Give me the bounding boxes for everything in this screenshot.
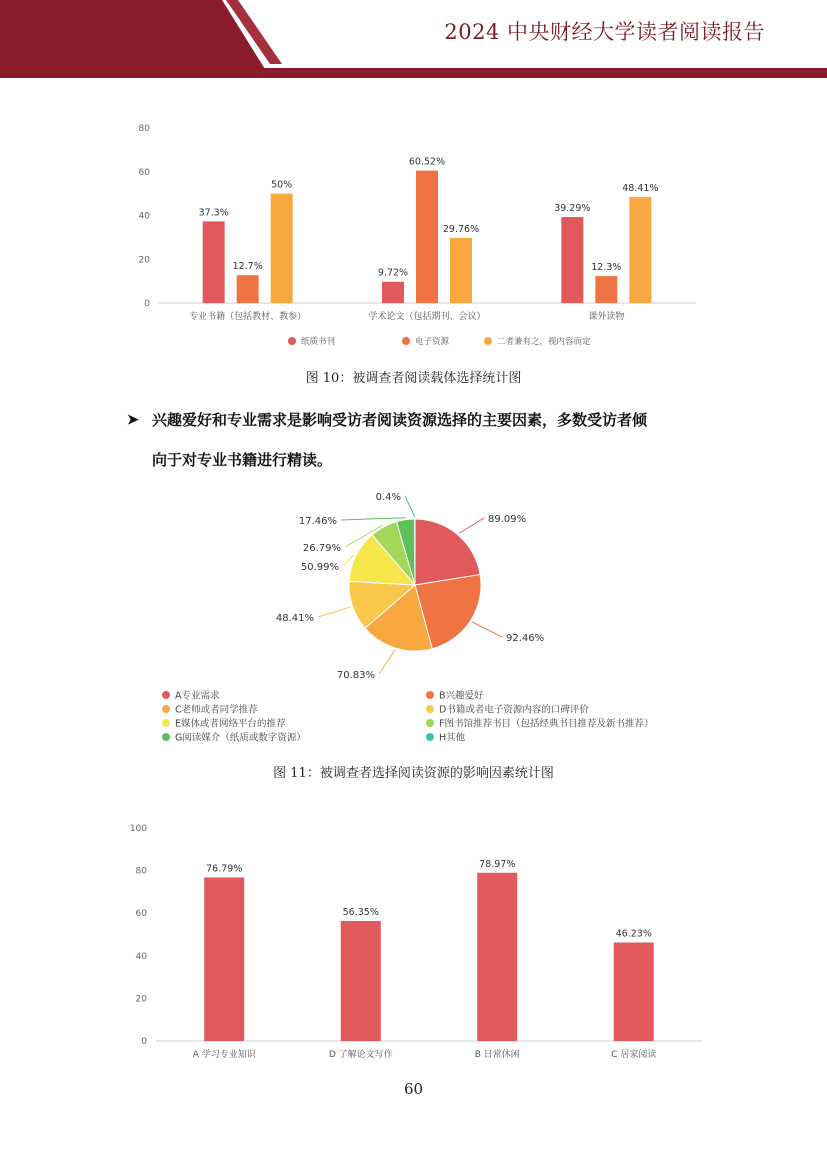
legend-label: C老师或者同学推荐 — [175, 704, 258, 716]
legend-marker — [162, 719, 170, 727]
legend-marker — [426, 719, 434, 727]
legend-marker — [426, 691, 434, 699]
legend-label: 电子资源 — [415, 337, 450, 347]
leader-line — [379, 650, 395, 674]
data-label: 56.35% — [342, 906, 379, 918]
legend-marker — [162, 705, 170, 713]
bar — [203, 221, 225, 303]
legend-label: 二者兼有之，视内容而定 — [497, 337, 591, 347]
y-tick-label: 0 — [141, 1037, 147, 1047]
data-label: 48.41% — [622, 183, 659, 195]
data-label: 9.72% — [377, 267, 409, 279]
page-number: 60 — [403, 1080, 424, 1098]
reading-carrier-bar-chart — [0, 110, 827, 360]
slice-value-label: 0.4% — [375, 492, 401, 503]
key-finding-line-1: 兴趣爱好和专业需求是影响受访者阅读资源选择的主要因素，多数受访者倾 — [152, 411, 648, 429]
influence-factor-pie-chart — [0, 480, 827, 750]
x-tick-label: 学术论文（包括期刊、会议） — [368, 312, 486, 322]
y-tick-label: 60 — [135, 909, 147, 920]
data-label: 76.79% — [206, 863, 243, 875]
bar — [416, 171, 438, 303]
header-banner-block — [0, 0, 268, 74]
data-label: 60.52% — [408, 156, 446, 168]
legend-label: B兴趣爱好 — [439, 690, 484, 702]
x-tick-label: 专业书籍（包括教材、教参） — [189, 312, 307, 322]
bar — [614, 943, 654, 1041]
y-tick-label: 20 — [135, 994, 147, 1005]
legend-label: 纸质书刊 — [301, 337, 336, 347]
bar — [271, 194, 293, 303]
legend-marker — [426, 705, 434, 713]
x-tick-label: D 了解论文写作 — [328, 1050, 393, 1060]
y-tick-label: 80 — [138, 124, 150, 134]
leader-line — [472, 622, 502, 637]
x-tick-label: A 学习专业知识 — [192, 1050, 256, 1060]
y-tick-label: 80 — [135, 866, 147, 877]
leader-line — [318, 607, 351, 617]
legend-marker — [426, 733, 434, 741]
legend-marker — [162, 691, 170, 699]
legend-label: F图书馆推荐书目（包括经典书目推荐及新书推荐） — [439, 718, 654, 730]
data-label: 12.3% — [591, 262, 622, 274]
slice-value-label: 92.46% — [506, 633, 545, 644]
x-tick-label: C 居家阅读 — [611, 1050, 657, 1060]
leader-line — [341, 518, 405, 520]
x-tick-label: B 日常休闲 — [474, 1050, 520, 1060]
figure-10-caption: 图 10：被调查者阅读载体选择统计图 — [305, 371, 522, 386]
data-label: 29.76% — [442, 223, 480, 235]
page-header — [0, 0, 827, 80]
arrow-bullet-icon: ➤ — [127, 412, 139, 428]
bar — [561, 217, 583, 303]
bar — [477, 873, 517, 1041]
bar — [341, 921, 381, 1041]
pie-slice — [415, 519, 480, 585]
slice-value-label: 70.83% — [336, 670, 375, 681]
legend-marker — [288, 337, 296, 345]
legend-label: H其他 — [439, 732, 466, 744]
bar — [595, 276, 617, 303]
y-tick-label: 60 — [138, 167, 150, 178]
bar — [629, 197, 651, 303]
data-label: 37.3% — [198, 207, 229, 219]
report-title: 2024 中央财经大学读者阅读报告 — [444, 20, 765, 44]
bar — [450, 238, 472, 303]
slice-value-label: 48.41% — [275, 613, 314, 624]
legend-label: D书籍或者电子资源内容的口碑评价 — [439, 704, 589, 716]
bar — [204, 877, 244, 1041]
leader-line — [405, 496, 415, 517]
y-tick-label: 0 — [144, 299, 150, 309]
data-label: 12.7% — [232, 261, 263, 273]
data-label: 46.23% — [615, 928, 652, 940]
y-tick-label: 20 — [138, 255, 150, 266]
legend-marker — [402, 337, 410, 345]
data-label: 50% — [271, 179, 293, 191]
slice-value-label: 26.79% — [302, 543, 341, 554]
bar — [382, 282, 404, 303]
header-rule — [0, 68, 827, 78]
legend-label: E媒体或者网络平台的推荐 — [175, 718, 286, 730]
legend-label: A专业需求 — [175, 690, 220, 702]
slice-value-label: 89.09% — [488, 514, 527, 525]
figure-11-caption: 图 11：被调查者选择阅读资源的影响因素统计图 — [273, 766, 554, 781]
key-finding-line-2: 向于对专业书籍进行精读。 — [152, 451, 333, 469]
slice-value-label: 50.99% — [300, 562, 339, 573]
data-label: 78.97% — [479, 858, 516, 870]
data-label: 39.29% — [554, 203, 591, 215]
legend-marker — [162, 733, 170, 741]
reading-purpose-bar-chart — [0, 810, 827, 1070]
leader-line — [459, 518, 484, 533]
legend-label: G阅读媒介（纸质或数字资源） — [175, 732, 306, 744]
bar — [237, 275, 259, 303]
x-tick-label: 课外读物 — [588, 312, 625, 322]
slice-value-label: 17.46% — [298, 516, 337, 527]
y-tick-label: 40 — [138, 211, 150, 222]
y-tick-label: 100 — [129, 824, 147, 834]
y-tick-label: 40 — [135, 951, 147, 962]
legend-marker — [484, 337, 492, 345]
